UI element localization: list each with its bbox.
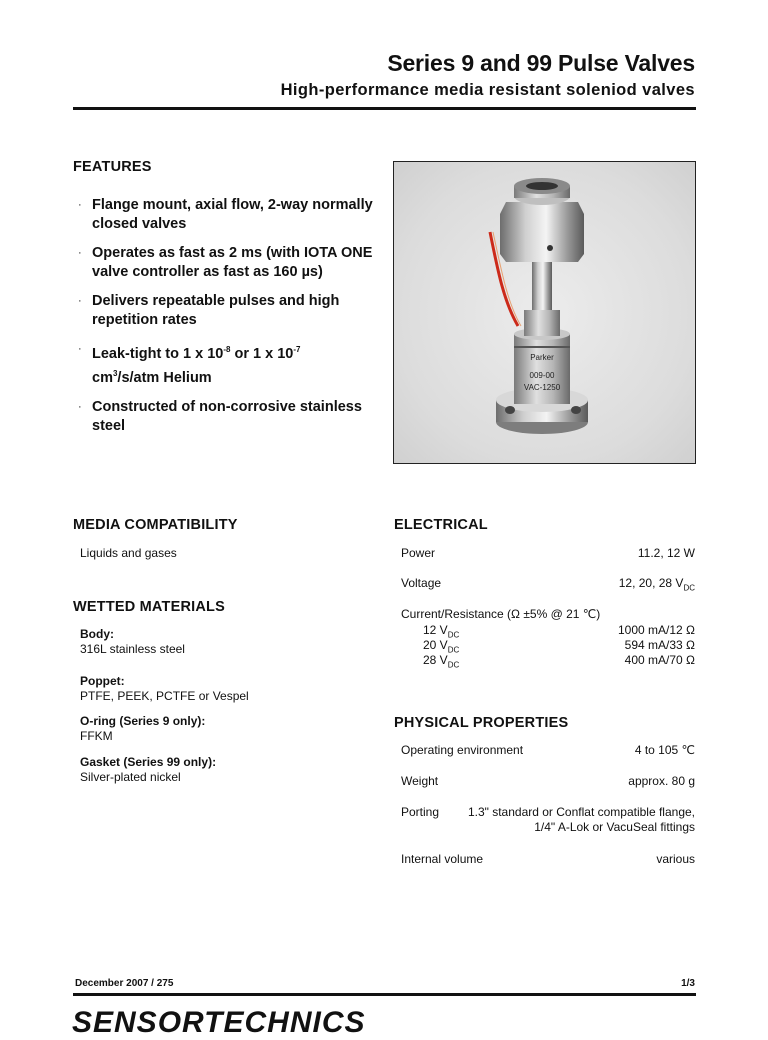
bullet-icon: · (78, 343, 82, 355)
bullet-icon: · (78, 199, 82, 211)
bullet-icon: · (78, 247, 82, 259)
product-photo (393, 161, 696, 464)
feature-text: /s/atm Helium (117, 369, 212, 386)
physical-label: Internal volume (401, 852, 484, 866)
feature-item (78, 244, 388, 282)
feature-text: Constructed of non-corrosive stainless steel (92, 398, 362, 434)
footer-rule (73, 993, 696, 996)
current-voltage (423, 653, 459, 672)
unit-subscript: DC (447, 645, 460, 655)
wetted-label: Poppet: (80, 674, 125, 688)
wetted-label: Body: (80, 627, 114, 641)
unit-subscript: DC (447, 630, 460, 640)
pulse-valve-illustration (394, 162, 695, 463)
bullet-icon: · (78, 400, 82, 413)
physical-heading: PHYSICAL PROPERTIES (394, 715, 569, 731)
current-row (401, 653, 695, 668)
features-list (78, 196, 388, 446)
physical-value-line: 1/4" A-Lok or VacuSeal fittings (534, 820, 695, 834)
exponent: -7 (293, 345, 301, 354)
unit-subscript: DC (447, 660, 460, 670)
brand-label: Parker (530, 353, 554, 362)
physical-value: various (656, 852, 695, 866)
wetted-value: FFKM (80, 729, 113, 743)
features-heading: FEATURES (73, 159, 152, 175)
wetted-item (80, 714, 205, 744)
feature-text: Operates as fast as 2 ms (with IOTA ONE valve controller as fast as 160 µs) (92, 245, 373, 280)
physical-row (401, 774, 695, 789)
company-logo: SENSORTECHNICS (72, 1006, 366, 1039)
physical-label: Operating environment (401, 743, 524, 757)
wetted-value: 316L stainless steel (80, 642, 185, 656)
unit-subscript: DC (683, 583, 695, 593)
power-row (401, 546, 695, 561)
exponent: -8 (223, 345, 231, 354)
wetted-item (80, 627, 185, 657)
media-heading: MEDIA COMPATIBILITY (73, 517, 238, 533)
wetted-value: PTFE, PEEK, PCTFE or Vespel (80, 689, 249, 703)
feature-item (78, 196, 388, 234)
current-value: 400 mA/70 Ω (624, 653, 695, 667)
physical-value (468, 805, 695, 835)
feature-text: Delivers repeatable pulses and high repetition rates (92, 293, 340, 328)
model-label: VAC-1250 (523, 383, 561, 392)
feature-item (78, 398, 388, 436)
current-row (401, 623, 695, 638)
power-label: Power (401, 546, 436, 560)
physical-value: approx. 80 g (628, 774, 695, 788)
feature-item (78, 340, 388, 388)
current-label: Current/Resistance (Ω ±5% @ 21 ℃) (401, 607, 601, 621)
current-value: 1000 mA/12 Ω (617, 623, 695, 637)
voltage-text: 20 V (423, 638, 448, 652)
wetted-heading: WETTED MATERIALS (73, 599, 225, 615)
physical-row (401, 805, 695, 835)
wetted-label: Gasket (Series 99 only): (80, 755, 217, 769)
footer-page: 1/3 (681, 978, 695, 989)
voltage-text: 12 V (423, 623, 448, 637)
physical-value-line: 1.3" standard or Conflat compatible flange, (467, 805, 695, 819)
voltage-value (619, 576, 695, 595)
wetted-item (80, 674, 249, 704)
voltage-text: 12, 20, 28 V (618, 576, 684, 590)
wetted-label: O-ring (Series 9 only): (80, 714, 206, 728)
physical-label: Weight (401, 774, 439, 788)
footer-date: December 2007 / 275 (75, 978, 174, 989)
feature-text: Flange mount, axial flow, 2-way normally closed valves (92, 197, 373, 232)
page-title: Series 9 and 99 Pulse Valves (387, 50, 695, 76)
voltage-row (401, 576, 695, 594)
header-rule (73, 107, 696, 110)
current-row (401, 638, 695, 653)
feature-text: or 1 x 10 (230, 345, 294, 362)
page-subtitle: High-performance media resistant soleniod valves (280, 81, 695, 99)
physical-value: 4 to 105 ℃ (634, 743, 695, 757)
current-heading-row (401, 607, 695, 622)
physical-row (401, 852, 695, 867)
electrical-heading: ELECTRICAL (394, 517, 488, 533)
feature-item (78, 292, 388, 330)
voltage-text: 28 V (423, 653, 448, 667)
feature-text: cm (92, 369, 113, 386)
physical-label: Porting (401, 805, 440, 819)
wetted-value: Silver-plated nickel (80, 770, 181, 784)
wetted-item (80, 755, 216, 785)
power-value: 11.2, 12 W (637, 546, 695, 560)
physical-row (401, 743, 695, 758)
bullet-icon: · (78, 295, 82, 307)
part-label: 009-00 (529, 371, 555, 380)
exponent: 3 (112, 368, 118, 378)
current-value: 594 mA/33 Ω (624, 638, 695, 652)
media-value: Liquids and gases (80, 546, 177, 560)
feature-text: Leak-tight to 1 x 10 (92, 345, 224, 362)
voltage-label: Voltage (401, 576, 442, 590)
